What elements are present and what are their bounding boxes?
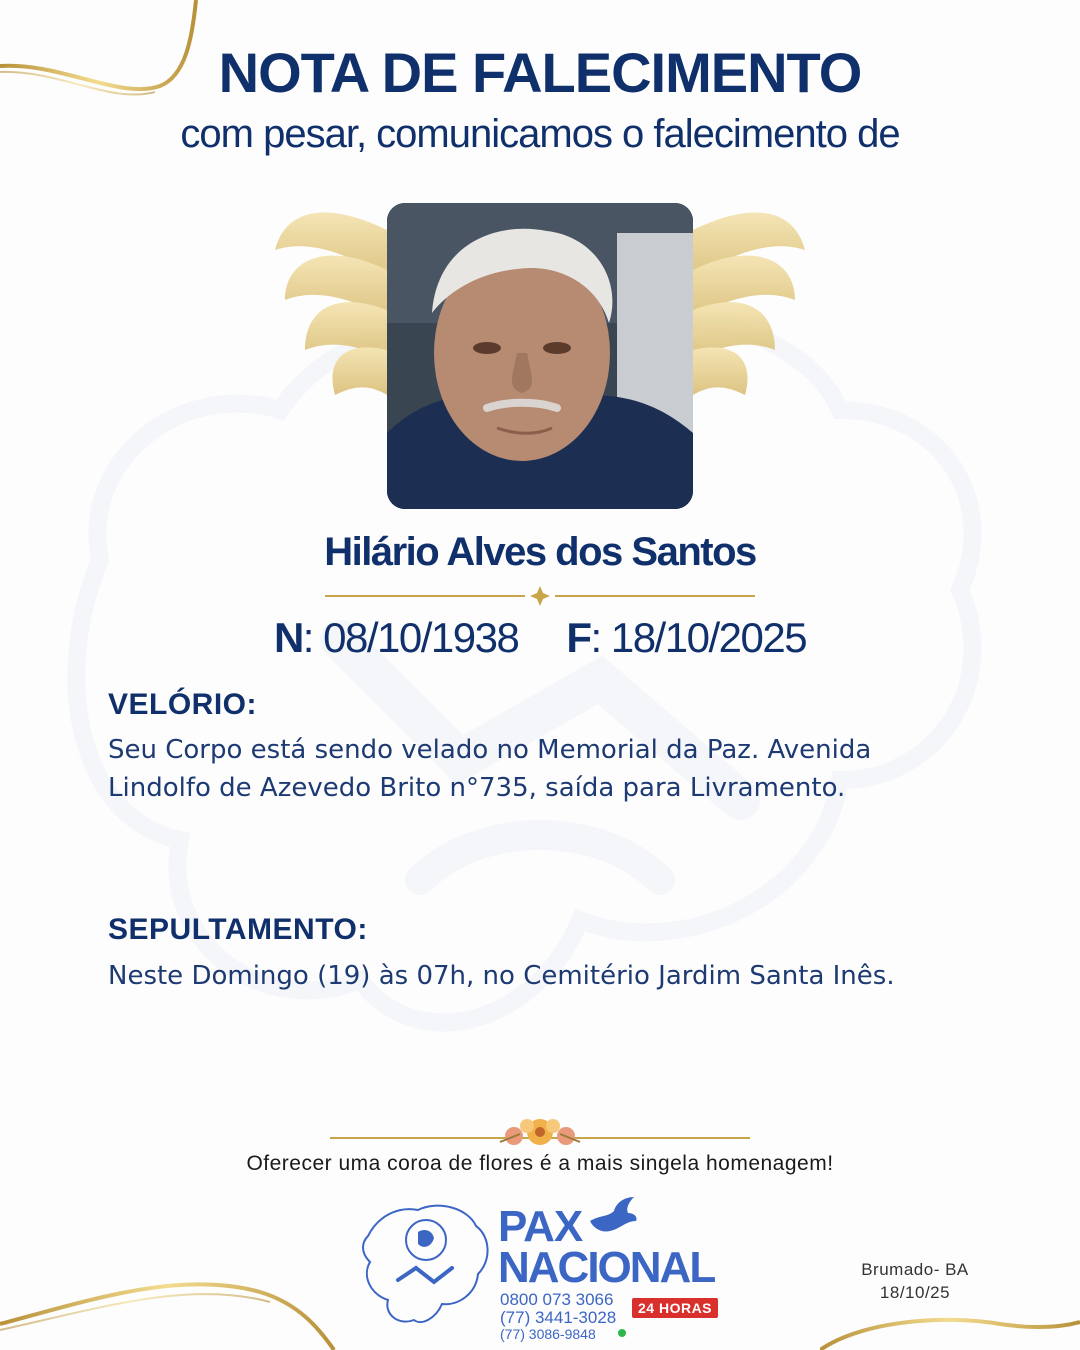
tagline: Oferecer uma coroa de flores é a mais singela homenagem!: [246, 1152, 834, 1175]
gold-divider: [325, 584, 755, 608]
brand-name-line-1: PAX: [498, 1202, 583, 1251]
phone-main[interactable]: (77) 3441-3028: [500, 1308, 617, 1327]
portrait-photo: [387, 203, 693, 509]
birth-label: N: [273, 614, 303, 661]
brand-name-line-2: NACIONAL: [498, 1243, 715, 1292]
publish-date: 18/10/25: [879, 1283, 951, 1302]
wake-line-1: Seu Corpo está sendo velado no Memorial da Paz. Avenida: [108, 735, 872, 765]
death-date: 18/10/2025: [610, 614, 807, 661]
whatsapp-icon: [618, 1329, 626, 1337]
brazil-map-logo-icon: [358, 1196, 494, 1328]
gold-swoosh-bottom-left: [0, 1270, 340, 1350]
wake-title: VELÓRIO:: [108, 688, 258, 721]
burial-text: Neste Domingo (19) às 07h, no Cemitério Jardim Santa Inês.: [108, 961, 895, 991]
birth-date: 08/10/1938: [323, 614, 519, 661]
page-subtitle: com pesar, comunicamos o falecimento de: [180, 112, 900, 156]
deceased-name: Hilário Alves dos Santos: [324, 530, 756, 574]
phone-toll-free[interactable]: 0800 073 3066: [500, 1290, 614, 1309]
gold-swoosh-bottom-right: [820, 1300, 1080, 1350]
wake-line-2: Lindolfo de Azevedo Brito n°735, saída para Livramento.: [108, 773, 846, 803]
death-label: F: [566, 614, 591, 661]
dates-row: N: 08/10/1938 F: 18/10/2025: [273, 614, 807, 661]
flower-divider-icon: [330, 1108, 750, 1154]
phone-whatsapp[interactable]: (77) 3086-9848: [500, 1326, 596, 1342]
page-title: NOTA DE FALECIMENTO: [218, 41, 862, 104]
city-label: Brumado- BA: [861, 1260, 969, 1279]
24h-badge: 24 HORAS: [632, 1298, 718, 1318]
dove-icon: [586, 1195, 638, 1237]
burial-title: SEPULTAMENTO:: [108, 913, 368, 946]
